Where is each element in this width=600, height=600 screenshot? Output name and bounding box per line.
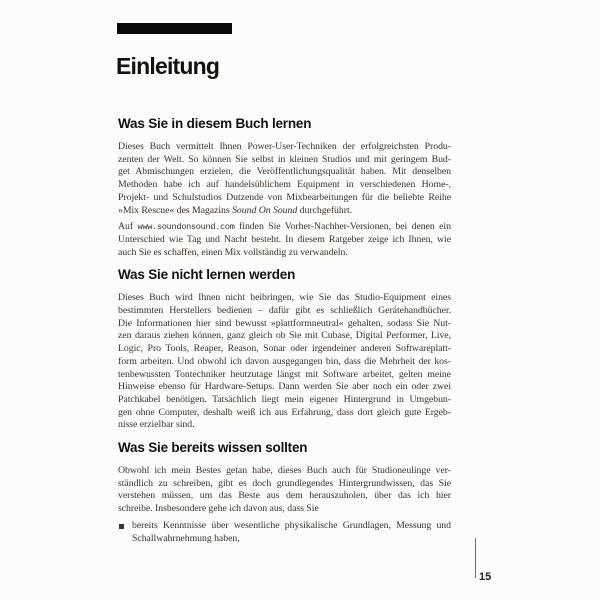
bullet-item (118, 520, 451, 545)
text-line (118, 221, 451, 234)
inline-text: »Mix Rescue« des Magazins (118, 204, 233, 216)
text-line (118, 166, 451, 179)
text-line (118, 305, 451, 318)
section-heading: Was Sie nicht lernen werden (118, 267, 296, 283)
page-section (118, 115, 451, 259)
paragraph (118, 221, 451, 259)
text-line (118, 381, 451, 394)
inline-text: Methoden habe ich auf handelsüblichem Equipment in verschiedenen Home-, (118, 179, 451, 191)
text-line (118, 192, 451, 205)
inline-text: bereits Kenntnisse über wesentliche physikalische Grundlagen, Messung und (132, 519, 451, 531)
paragraph (118, 465, 451, 516)
page-section (118, 266, 451, 432)
text-line (118, 369, 451, 382)
text-line (118, 234, 451, 247)
paragraph (118, 141, 451, 217)
text-line (118, 179, 451, 192)
text-line (118, 394, 451, 407)
text-line (118, 154, 451, 167)
text-line (118, 141, 451, 154)
page-number: 15 (479, 571, 492, 583)
text-line (118, 205, 451, 218)
text-line (118, 465, 451, 478)
text-line (118, 330, 451, 343)
inline-text: Hinweise ebenso für Hardware-Setups. Dann werden Sie aber noch ein oder zwei (118, 381, 451, 393)
text-line (118, 490, 451, 503)
content-column (118, 115, 451, 545)
text-line (118, 318, 451, 331)
inline-text: Unterschied wie Tag und Nacht besteht. In diesem Ratgeber zeige ich Ihnen, wie (118, 233, 451, 245)
text-line (118, 478, 451, 491)
inline-text: get Abmischungen erzielen, die Veröffentlichungsqualität haben. Mit denselben (118, 166, 451, 178)
inline-magazine-title: Sound On Sound (232, 204, 298, 216)
text-line (118, 292, 451, 305)
text-line (118, 503, 451, 516)
inline-text: Schallwahrnehmung haben, (132, 532, 240, 544)
text-line (132, 520, 451, 533)
inline-text: Patchkabel benötigen. Tatsächlich liegt mein eigener Hintergrund in Umgebun- (118, 393, 451, 405)
inline-text: schreibe. Insbesondere gehe ich davon aus, dass Sie (118, 503, 319, 515)
text-line (118, 247, 451, 260)
paragraph (118, 292, 451, 432)
inline-text: Die Informationen hier sind bewusst »plattformneutral« gehalten, sodass Sie Nut- (118, 317, 451, 329)
inline-text: zen daraus ziehen können, ganz gleich ob Sie mit Cubase, Digital Performer, Live, (118, 330, 451, 342)
text-line (132, 533, 451, 546)
inline-text: bestimmten Herstellers bedienen – dafür gibt es schließlich Gerätehandbücher. (118, 305, 451, 317)
inline-text: ständlich zu schreiben, gibt es doch grundlegendes Hintergrundwissen, das Sie (118, 477, 451, 489)
section-heading: Was Sie bereits wissen sollten (118, 440, 308, 456)
inline-text: nisse erzielbar sind. (118, 419, 195, 431)
inline-text: finden Sie Vorher-Nachher-Versionen, bei denen ein (234, 221, 451, 233)
section-heading: Was Sie in diesem Buch lernen (118, 116, 312, 131)
bullet-text (132, 520, 451, 545)
inline-text: Logic, Pro Tools, Reaper, Reason, Sonar oder irgendeiner anderen Softwareplatt- (118, 343, 451, 355)
inline-text: form arbeiten. Und obwohl ich davon ausgegangen bin, dass die Mehrheit der kos- (118, 355, 451, 367)
inline-text: Dieses Buch wird Ihnen nicht beibringen, wie Sie das Studio-Equipment eines (118, 292, 451, 304)
inline-text: tenbewussten Tontechniker heutzutage längst mit Software arbeitet, gelten meine (118, 368, 451, 380)
text-line (118, 407, 451, 420)
inline-text: Projekt- und Schulstudios Dutzende von Mixbearbeitungen für die beliebte Reihe (118, 191, 451, 203)
chapter-title: Einleitung (116, 53, 220, 79)
text-line (118, 356, 451, 369)
inline-text: Obwohl ich mein Bestes getan habe, dieses Buch auch für Studioneulinge ver- (118, 465, 451, 477)
inline-text: Dieses Buch vermittelt Ihnen Power-User-Techniken der erfolgreichsten Produ- (118, 141, 451, 152)
inline-text: verstehen müssen, um das Beste aus dem herauszuholen, über das ich hier (118, 490, 451, 502)
footer-rule (475, 538, 476, 578)
text-line (118, 419, 451, 432)
inline-text: auch Sie es schaffen, einen Mix vollständig zu verwandeln. (118, 246, 348, 258)
chapter-marker-bar (117, 23, 232, 34)
inline-text: Auf (118, 221, 138, 233)
inline-text: gen ohne Computer, deshalb weiß ich aus Erfahrung, dass dort gleich gute Ergeb- (118, 406, 451, 418)
inline-text: durchgeführt. (297, 204, 353, 216)
text-line (118, 343, 451, 356)
inline-text: zenten der Welt. So können Sie selbst in kleinen Studios und mit geringem Bud- (118, 153, 451, 165)
page-section (118, 439, 451, 545)
bullet-square-icon (119, 524, 124, 529)
inline-url-text: www.soundonsound.com (137, 222, 235, 233)
